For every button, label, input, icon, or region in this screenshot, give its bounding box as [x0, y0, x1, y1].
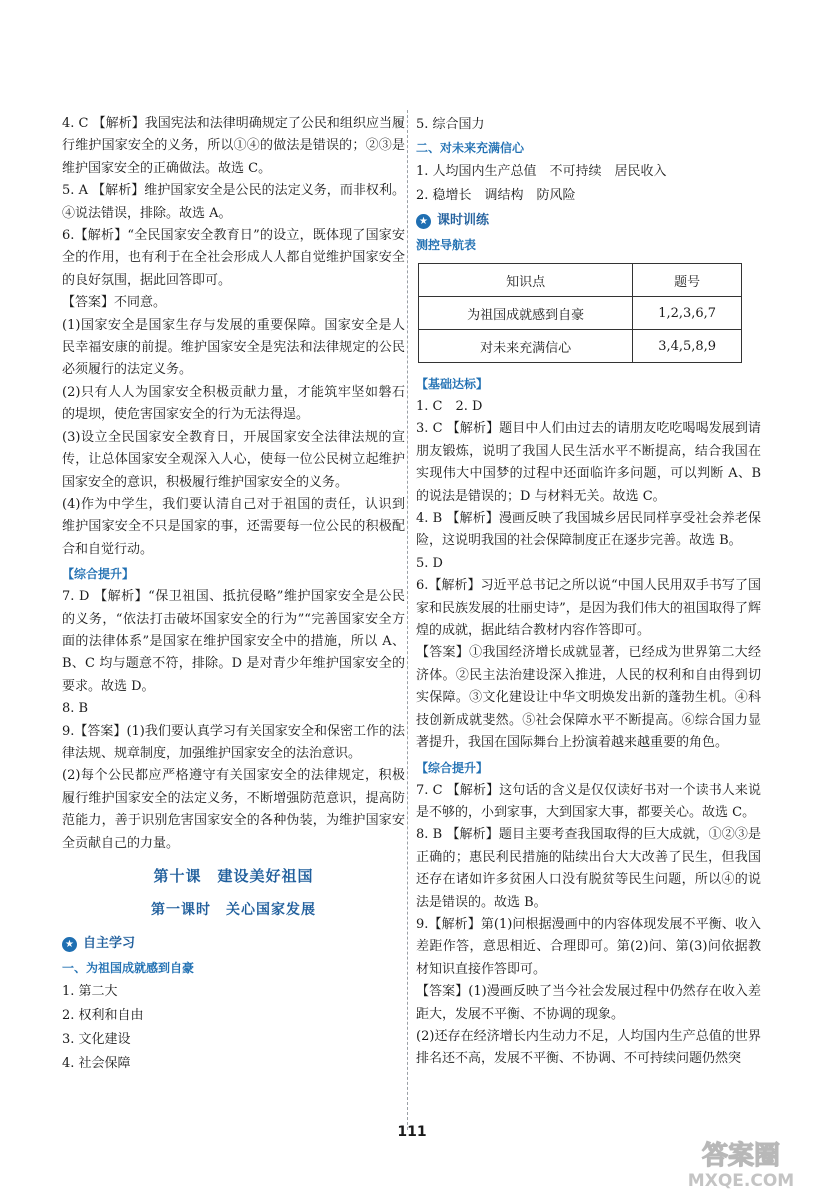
right-column — [416, 113, 761, 1071]
watermark-url-text: MXQE.COM — [687, 1171, 795, 1191]
section-heading — [416, 208, 761, 234]
paragraph: 4. C 【解析】我国宪法和法律明确规定了公民和组织应当履行维护国家安全的义务，所以①④的做法是错误的；②③是维护国家安全的正确做法。故选 C。 — [62, 116, 405, 176]
right-top-block — [416, 113, 761, 257]
list-item: 2. 权利和自由 — [62, 1008, 144, 1023]
list-item: 5. 综合国力 — [416, 117, 485, 132]
list-item: 2. 稳增长 调结构 防风险 — [416, 188, 576, 203]
section-tag: 【综合提升】 — [416, 760, 489, 775]
subheading: 二、对未来充满信心 — [416, 141, 525, 155]
navigation-table — [418, 263, 742, 363]
paragraph: 9.【答案】(1)我们要认真学习有关国家安全和保密工作的法律法规、规章制度，加强维护国家安全的法治意识。 — [62, 723, 405, 761]
paragraph: 9.【解析】第(1)问根据漫画中的内容体现发展不平衡、收入差距作答，意思相近、合理即可。第(2)问、第(3)问依据教材知识直接作答即可。 — [416, 916, 761, 977]
list-item: 4. 社会保障 — [62, 1056, 131, 1071]
section-heading-label: 自主学习 — [83, 936, 136, 951]
paragraph: 【答案】(1)漫画反映了当今社会发展过程中仍然存在收入差距大，发展不平衡、不协调的现象。 — [416, 984, 761, 1022]
paragraph: 6.【解析】习近平总书记之所以说“中国人民用双手书写了国家和民族发展的壮丽史诗”，是因为我们伟大的祖国取得了辉煌的成就，据此结合教材内容作答即可。 — [416, 578, 761, 639]
table-header-cell: 知识点 — [419, 264, 633, 297]
watermark-logo — [666, 1134, 816, 1192]
subheading: 测控导航表 — [416, 238, 477, 252]
list-item: 1. 人均国内生产总值 不可持续 居民收入 — [416, 164, 667, 179]
lesson-title: 第十课 建设美好祖国 — [153, 867, 314, 885]
star-icon: ★ — [62, 937, 77, 952]
left-column — [62, 113, 405, 1076]
table-cell: 3,4,5,8,9 — [633, 330, 742, 363]
table-row — [419, 330, 742, 363]
table-cell: 为祖国成就感到自豪 — [419, 297, 633, 330]
paragraph: 7. C 【解析】这句话的含义是仅仅读好书对一个读书人来说是不够的，小到家事，大到国家大事，都要关心。故选 C。 — [416, 782, 761, 820]
list-item: 1. 第二大 — [62, 984, 118, 999]
list-item: 3. 文化建设 — [62, 1032, 131, 1047]
paragraph: 3. C 【解析】题目中人们由过去的请朋友吃吃喝喝发展到请朋友锻炼，说明了我国人民生活水平不断提高，结合我国在实现伟大中国梦的过程中还面临许多问题，可以判断 A、B 的说法是错误的；D 与材料无关。故选 C。 — [416, 421, 761, 504]
paragraph: (2)还存在经济增长内生动力不足，人均国内生产总值的世界排名还不高，发展不平衡、不协调、不可持续问题仍然突 — [416, 1028, 761, 1067]
table-row — [419, 297, 742, 330]
paragraph: (1)国家安全是国家生存与发展的重要保障。国家安全是人民幸福安康的前提。维护国家安全是宪法和法律规定的公民必须履行的法定义务。 — [62, 317, 405, 378]
table-header-row — [419, 264, 742, 297]
section-tag: 【基础达标】 — [416, 377, 489, 391]
paragraph: 6.【解析】“全民国家安全教育日”的设立，既体现了国家安全的作用，也有利于在全社会形成人人都自觉维护国家安全的良好氛围，据此回答即可。 — [62, 228, 405, 288]
paragraph: (4)作为中学生，我们要认清自己对于祖国的责任，认识到维护国家安全不只是国家的事，还需要每一位公民的积极配合和自觉行动。 — [62, 496, 405, 557]
paragraph: 8. B — [62, 701, 89, 717]
column-divider — [407, 110, 408, 1130]
paragraph: 5. D — [416, 555, 443, 571]
paragraph: 5. A 【解析】维护国家安全是公民的法定义务，而非权利。④说法错误，排除。故选 A。 — [62, 183, 405, 221]
paragraph: 8. B 【解析】题目主要考查我国取得的巨大成就，①②③是正确的；惠民利民措施的陆续出台大大改善了民生，但我国还存在诸如许多贫困人口没有脱贫等民生问题，所以④的说法是错误的。故选 B。 — [416, 827, 761, 910]
period-title: 第一课时 关心国家发展 — [151, 902, 316, 918]
right-bottom-block — [416, 373, 761, 1071]
table-cell: 1,2,3,6,7 — [633, 297, 742, 330]
table-header-cell: 题号 — [633, 264, 742, 297]
paragraph: (2)只有人人为国家安全积极贡献力量，才能筑牢坚如磐石的堤坝，使危害国家安全的行为无法得逞。 — [62, 384, 405, 423]
paragraph: 7. D 【解析】“保卫祖国、抵抗侵略”维护国家安全是公民的义务，“依法打击破坏国家安全的行为”“完善国家安全方面的法律体系”是国家在维护国家安全中的措施，所以 A、B、C 均与题意不符，排除。D 是对青少年维护国家安全的要求。故选 D。 — [62, 589, 405, 694]
paragraph: 1. C 2. D — [416, 399, 483, 414]
section-heading-label: 课时训练 — [437, 213, 490, 228]
paragraph: (3)设立全民国家安全教育日，开展国家安全法律法规的宣传，让总体国家安全观深入人心，使每一位公民树立起维护国家安全的意识，积极履行维护国家安全的义务。 — [62, 429, 405, 490]
section-heading — [62, 931, 405, 957]
watermark-main-text: 答案圈 — [701, 1141, 781, 1171]
table-cell: 对未来充满信心 — [419, 330, 633, 363]
paragraph: 4. B 【解析】漫画反映了我国城乡居民同样享受社会养老保险，这说明我国的社会保障制度正在逐步完善。故选 B。 — [416, 511, 761, 549]
page-number: 111 — [397, 1124, 427, 1140]
paragraph: 【答案】①我国经济增长成就显著，已经成为世界第二大经济体。②民主法治建设深入推进，人民的权利和自由得到切实保障。③文化建设让中华文明焕发出新的蓬勃生机。④科技创新成就斐然。⑤社会保障水平不断提高。⑥综合国力显著提升，我国在国际舞台上扮演着越来越重要的角色。 — [416, 645, 761, 751]
section-tag: 【综合提升】 — [62, 567, 135, 582]
subheading: 一、为祖国成就感到自豪 — [62, 961, 195, 975]
star-icon: ★ — [416, 214, 431, 229]
paragraph: (2)每个公民都应严格遵守有关国家安全的法律规定，积极履行维护国家安全的法定义务，不断增强防范意识，提高防范能力，善于识别危害国家安全的各种伪装，为维护国家安全贡献自己的力量。 — [62, 768, 405, 851]
paragraph: 【答案】不同意。 — [62, 295, 167, 311]
